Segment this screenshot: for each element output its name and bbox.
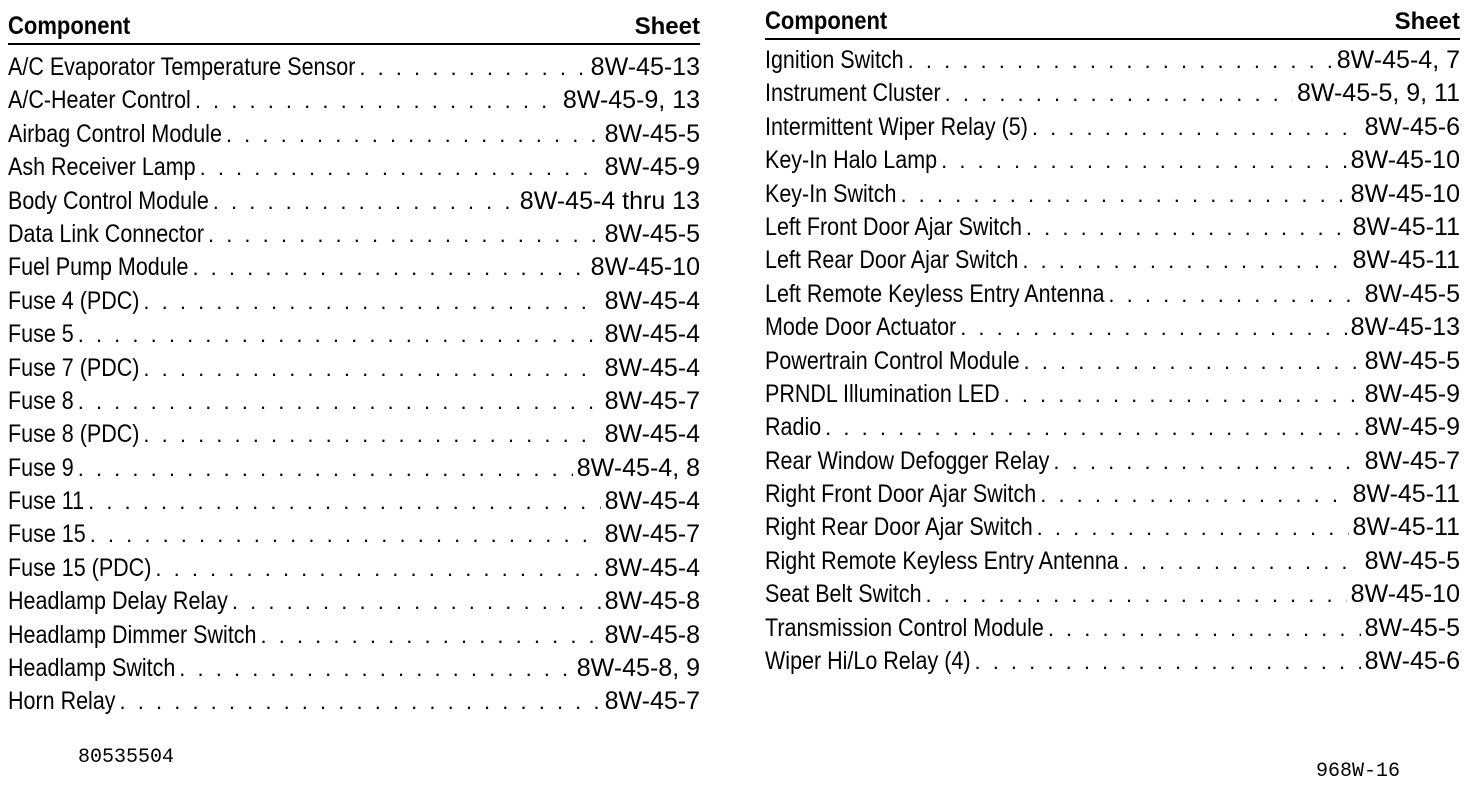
component-name: Ignition Switch [765,46,904,74]
table-row [8,454,700,487]
dot-leader [926,582,1347,608]
left-header-sheet: Sheet [634,13,700,40]
component-name: Fuel Pump Module [8,253,189,282]
table-row [765,347,1460,380]
right-header-component: Component [765,7,888,35]
sheet-reference: 8W-45-9 [1364,413,1460,442]
dot-leader [974,649,1360,675]
sheet-reference: 8W-45-5 [1364,346,1460,375]
sheet-reference: 8W-45-5 [1364,546,1460,575]
sheet-reference: 8W-45-7 [1364,446,1460,475]
table-row [8,187,700,220]
component-name: Airbag Control Module [8,119,222,148]
sheet-reference: 8W-45-5 [1364,613,1460,642]
dot-leader [1024,349,1361,375]
table-row [8,287,700,320]
table-row [8,53,700,86]
table-row [765,513,1460,546]
dot-leader [143,356,600,382]
sheet-reference: 8W-45-8 [604,587,700,616]
table-row [8,120,700,153]
sheet-reference: 8W-45-5 [604,219,700,248]
dot-leader [1032,115,1361,141]
dot-leader [825,415,1360,441]
table-row [765,246,1460,279]
table-row [8,621,700,654]
dot-leader [1048,616,1361,642]
component-name: Intermittent Wiper Relay (5) [765,112,1028,141]
table-row [8,654,700,687]
table-row [765,413,1460,446]
dot-leader [192,255,586,281]
table-row [8,253,700,286]
dot-leader [1040,482,1348,508]
dot-leader [232,589,601,615]
dot-leader [120,689,601,715]
dot-leader [1108,282,1360,308]
table-row [8,487,700,520]
dot-leader [200,155,601,181]
component-name: Fuse 5 [8,320,74,349]
table-row [765,280,1460,313]
dot-leader [226,122,601,148]
table-row [8,354,700,387]
table-row [765,647,1460,680]
sheet-reference: 8W-45-11 [1352,212,1460,241]
component-name: Headlamp Delay Relay [8,587,228,616]
dot-leader [1004,382,1361,408]
dot-leader [261,623,601,649]
sheet-reference: 8W-45-4 [604,420,700,449]
component-name: Key-In Switch [765,179,897,208]
table-row [8,420,700,453]
sheet-reference: 8W-45-4 [604,487,700,516]
sheet-reference: 8W-45-5 [604,119,700,148]
component-name: Instrument Cluster [765,79,941,108]
table-row [765,480,1460,513]
sheet-reference: 8W-45-13 [1350,313,1460,342]
dot-leader [78,389,601,415]
table-row [8,153,700,186]
table-row [765,580,1460,613]
table-row [765,146,1460,179]
sheet-reference: 8W-45-8 [604,620,700,649]
table-row [8,554,700,587]
sheet-reference: 8W-45-4, 7 [1336,46,1460,74]
component-name: Left Remote Keyless Entry Antenna [765,279,1105,308]
dot-leader [1053,449,1360,475]
component-name: Mode Door Actuator [765,313,957,342]
sheet-reference: 8W-45-6 [1364,647,1460,676]
sheet-reference: 8W-45-4 [604,553,700,582]
sheet-reference: 8W-45-4 [604,320,700,349]
table-row [765,447,1460,480]
sheet-reference: 8W-45-4 [604,286,700,315]
component-name: Transmission Control Module [765,613,1044,642]
component-name: Fuse 7 (PDC) [8,353,140,382]
sheet-reference: 8W-45-10 [590,253,700,282]
table-row [765,46,1460,79]
sheet-reference: 8W-45-5 [1364,279,1460,308]
component-name: Fuse 11 [8,487,85,516]
sheet-reference: 8W-45-7 [604,386,700,415]
table-row [765,380,1460,413]
dot-leader [143,422,600,448]
sheet-reference: 8W-45-11 [1352,480,1460,509]
sheet-reference: 8W-45-7 [604,687,700,716]
component-name: Headlamp Dimmer Switch [8,620,257,649]
component-name: Fuse 8 (PDC) [8,420,140,449]
component-name: Wiper Hi/Lo Relay (4) [765,647,971,676]
dot-leader [78,322,601,348]
component-name: Fuse 15 [8,520,86,549]
component-name: Right Rear Door Ajar Switch [765,513,1033,542]
dot-leader [213,189,516,215]
dot-leader [900,182,1346,208]
table-row [8,320,700,353]
component-name: Left Rear Door Ajar Switch [765,246,1019,275]
table-row [765,213,1460,246]
sheet-reference: 8W-45-8, 9 [576,654,700,683]
component-name: Right Front Door Ajar Switch [765,480,1037,509]
dot-leader [1022,248,1348,274]
dot-leader [179,656,572,682]
table-row [765,614,1460,647]
table-row [8,86,700,119]
left-rows [8,53,700,721]
table-row [8,587,700,620]
dot-leader [90,522,601,548]
component-name: Left Front Door Ajar Switch [765,212,1022,241]
dot-leader [1026,215,1349,241]
table-row [8,687,700,720]
component-name: Right Remote Keyless Entry Antenna [765,546,1119,575]
dot-leader [1037,515,1349,541]
sheet-reference: 8W-45-9, 13 [562,86,700,115]
sheet-reference: 8W-45-6 [1364,112,1460,141]
sheet-reference: 8W-45-10 [1350,580,1460,609]
component-name: A/C-Heater Control [8,86,191,115]
table-row [8,387,700,420]
left-header-component: Component [8,12,131,40]
dot-leader [143,289,600,315]
component-name: Ash Receiver Lamp [8,153,196,182]
dot-leader [1123,549,1361,575]
dot-leader [88,489,600,515]
sheet-reference: 8W-45-10 [1350,146,1460,175]
sheet-reference: 8W-45-9 [1364,379,1460,408]
table-row [8,220,700,253]
sheet-reference: 8W-45-9 [604,153,700,182]
right-header-sheet: Sheet [1394,8,1460,35]
dot-leader [78,456,573,482]
footer-document-code: 80535504 [78,746,175,769]
sheet-reference: 8W-45-4 thru 13 [519,186,700,215]
component-name: Body Control Module [8,186,209,215]
right-component-table [765,0,1460,680]
dot-leader [945,81,1293,107]
table-row [765,180,1460,213]
component-name: Fuse 15 (PDC) [8,553,152,582]
component-name: Data Link Connector [8,219,204,248]
component-name: Horn Relay [8,687,116,716]
table-row [765,547,1460,580]
dot-leader [155,556,600,582]
table-row [8,520,700,553]
right-table-header [765,0,1460,40]
dot-leader [941,148,1347,174]
sheet-reference: 8W-45-5, 9, 11 [1296,79,1460,108]
component-name: Fuse 8 [8,386,74,415]
component-name: Radio [765,413,822,442]
sheet-reference: 8W-45-13 [590,53,700,81]
component-name: Powertrain Control Module [765,346,1020,375]
component-name: Rear Window Defogger Relay [765,446,1050,475]
component-name: Headlamp Switch [8,654,176,683]
sheet-reference: 8W-45-11 [1352,246,1460,275]
sheet-reference: 8W-45-4, 8 [576,453,700,482]
dot-leader [359,55,586,81]
table-row [765,113,1460,146]
dot-leader [208,222,601,248]
sheet-reference: 8W-45-7 [604,520,700,549]
component-name: Key-In Halo Lamp [765,146,938,175]
dot-leader [960,315,1346,341]
table-row [765,313,1460,346]
sheet-reference: 8W-45-11 [1352,513,1460,542]
left-table-header [8,5,700,45]
sheet-reference: 8W-45-4 [604,353,700,382]
footer-page-number: 968W-16 [1316,760,1401,783]
left-component-table [8,0,700,721]
right-rows [765,46,1460,680]
component-name: PRNDL Illumination LED [765,379,1000,408]
component-name: A/C Evaporator Temperature Sensor [8,53,356,81]
dot-leader [908,48,1333,74]
table-row [765,79,1460,112]
component-name: Seat Belt Switch [765,580,922,609]
component-name: Fuse 4 (PDC) [8,286,140,315]
component-name: Fuse 9 [8,453,74,482]
sheet-reference: 8W-45-10 [1350,179,1460,208]
dot-leader [195,88,559,114]
